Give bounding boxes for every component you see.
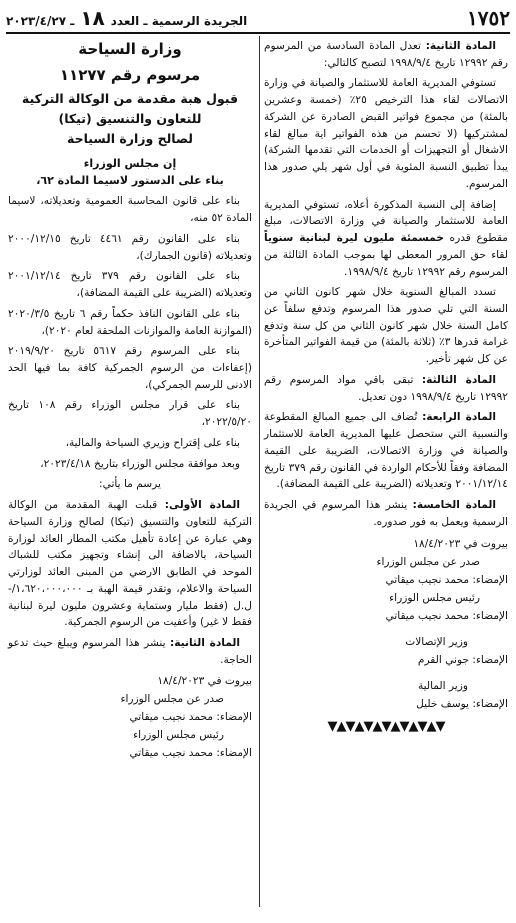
decrees-heading: يرسم ما يأتي: [99,478,161,491]
legal-basis: بناء على القانون رقم ٤٤٦١ تاريخ ٢٠٠٠/١٢/١٥ وتعديلاته (قانون الجمارك)، [8,232,252,262]
gazette-title: الجريدة الرسمية ـ العدد [110,14,248,29]
article-label: المادة الرابعة: [422,411,496,424]
article-5 [264,497,508,530]
issuer-line: صدر عن مجلس الوزراء [120,693,224,706]
decree-subject: لصالح وزارة السياحة [66,130,194,146]
decree-subject: للتعاون والتنسيق (تيكا) [58,111,202,127]
date-line: بيروت في ١٨/٤/٢٠٢٣ [157,675,252,688]
article-text: ينشر هذا المرسوم في الجريدة الرسمية ويعمل به فور صدوره. [264,499,508,528]
ministry-heading: وزارة السياحة [78,40,182,58]
article-text: تبقى باقي مواد المرسوم رقم ١٢٩٩٢ تاريخ ١٩٩٨/٩/٤ دون تعديل. [264,373,508,403]
paragraph-payment-terms: تسدد المبالغ السنوية خلال شهر كانون الثاني من السنة التي تلي صدور هذا المرسوم وتدفع سلفاً عن كامل السنة خلال شهر كانون الثاني من كل سنة وتدفع غرامة قدرها ٣٪ (ثلاثة بالمئة) من قيمة الفواتير المتأخرة عن كل شهر تأخير. [264,286,508,366]
article-text: تُضاف الى جميع المبالغ المقطوعة والنسبية التي ستحصل عليها المديرية العامة للاستثمار والصيانة في وزارة الاتصالات، الضريبة على القيمة المضافة وفقاً للأحكام الواردة في القانون رقم ٣٧٩ تاريخ ٢٠٠١/١٢/١٤ وتعديلاته (الضريبة على القيمة المضافة). [264,411,508,491]
article-label: المادة الثانية: [169,637,240,649]
gazette-masthead [6,3,247,35]
signature-line: الإمضاء: جوني القرم [417,653,508,666]
minister-title: وزير المالية [417,679,468,692]
article-3 [264,372,508,405]
signature-line: الإمضاء: محمد نجيب ميقاتي [385,609,508,622]
legal-basis: بناء على قرار مجلس الوزراء رقم ١٠٨ تاريخ ٢٠٢٢/٥/٢٠، [8,399,252,429]
article-1 [8,497,252,631]
legal-basis: بناء على القانون النافذ حكماً رقم ٦ تاريخ ٢٠٢٠/٣/٥ (الموازنة العامة والموازنات الملحقة لعام ٢٠٢٠)، [8,307,252,337]
pm-title: رئيس مجلس الوزراء [133,729,224,742]
end-mark: ▼▲▼▲▼▲▼▲▼▲▼▲▼ [327,718,445,734]
date-line: بيروت في ١٨/٤/٢٠٢٣ [413,537,508,550]
article-2 [8,635,252,668]
decree-number: مرسوم رقم ١١٢٧٧ [59,65,201,84]
legal-basis: وبعد موافقة مجلس الوزراء بتاريخ ٢٠٢٣/٤/١٨، [40,457,240,470]
article-4 [264,409,508,493]
cabinet-heading: إن مجلس الوزراء [83,156,177,170]
legal-basis: بناء على القانون رقم ٣٧٩ تاريخ ٢٠٠١/١٢/١٤ وتعديلاته (الضريبة على القيمة المضافة)، [8,270,252,300]
issuer-line: صدر عن مجلس الوزراء [376,555,480,568]
article-text: تعدل المادة السادسة من المرسوم رقم ١٢٩٩٢ تاريخ ١٩٩٨/٩/٤ لتصبح كالتالي: [264,40,508,69]
page-number: ١٧٥٢ [467,6,510,31]
signature-line: الإمضاء: يوسف خليل [416,697,508,710]
article-2-amendment [264,38,508,71]
issue-date: ـ ٢٠٢٣/٤/٢٧ [6,14,75,29]
fixed-fee-amount: خمسمئة مليون ليرة لبنانية سنوياً [264,232,444,245]
page-header [6,6,510,34]
legal-basis: بناء على المرسوم رقم ٥٦١٧ تاريخ ٢٠١٩/٩/٢٠ (إعفاءات من الرسوم الجمركية كافة بما فيها الحد الادنى للرسم الجمركي)، [8,345,252,391]
left-column [8,38,252,762]
article-label: المادة الثالثة: [421,373,496,386]
pm-title: رئيس مجلس الوزراء [389,591,480,604]
article-label: المادة الأولى: [164,499,240,512]
constitution-basis: بناء على الدستور لاسيما المادة ٦٢، [36,174,224,187]
article-text: ينشر هذا المرسوم ويبلغ حيث تدعو الحاجة. [8,637,252,666]
issue-number: ١٨ [80,6,105,31]
paragraph-fee-percentage: تستوفي المديرية العامة للاستثمار والصيانة في وزارة الاتصالات لقاء هذا الترخيص ٢٥٪ (خمسة وعشرين بالمئة) من مجموع فواتير القبض الصادرة عن الشركة لمشتركيها (لا تحسم من هذه الفواتير اية مبالغ لقاء الاشغال أو التجهيزات أو الخدمات التي تقدمها الشركة) يبدأ تطبيق النسبة المئوية في أول شهر يلي صدور هذا المرسوم. [264,77,508,190]
legal-basis: بناء على إقتراح وزيري السياحة والمالية، [65,436,240,449]
decree-subject: قبول هبة مقدمة من الوكالة التركية [21,91,239,107]
legal-basis: بناء على قانون المحاسبة العمومية وتعديلاته، لاسيما المادة ٥٢ منه، [8,195,252,225]
article-label: المادة الثانية: [425,40,496,52]
minister-title: وزير الإتصالات [405,635,468,648]
article-text: قبلت الهبة المقدمة من الوكالة التركية للتعاون والتنسيق (تيكا) لصالح وزارة السياحة وهي عبارة عن إعادة تأهيل مكتب المطار العائد لوزارة السياحة، بالاضافة الى إنشاء وتجهيز مكتب للشباك الموحد في الطابق الارضي من المبنى العائد لوزارتي السياحة والاعلام، وتقدر قيمة الهبة بـ ١،٦٢٠،٠٠٠،٠٠٠/- ل.ل (فقط مليار وستماية وعشرون مليون ليرة لبنانية فقط لا غير) وأعفيت من الرسوم الجمركية. [8,499,252,629]
paragraph-text: إضافة إلى النسبة المذكورة أعلاه، تستوفي المديرية العامة للاستثمار والصيانة في وزارة الاتصالات، مبلغ مقطوع قدره [264,198,508,245]
article-label: المادة الخامسة: [412,499,496,512]
paragraph-fixed-fee [264,197,508,281]
column-divider [259,36,260,907]
right-column [264,38,508,741]
signature-line: الإمضاء: محمد نجيب ميقاتي [129,711,252,724]
paragraph-text: لقاء حق المرور المعطى لها بموجب المادة الثالثة من المرسوم رقم ١٢٩٩٢ تاريخ ١٩٩٨/٩/٤. [264,248,508,278]
signature-line: الإمضاء: محمد نجيب ميقاتي [129,747,252,760]
signature-line: الإمضاء: محمد نجيب ميقاتي [385,573,508,586]
